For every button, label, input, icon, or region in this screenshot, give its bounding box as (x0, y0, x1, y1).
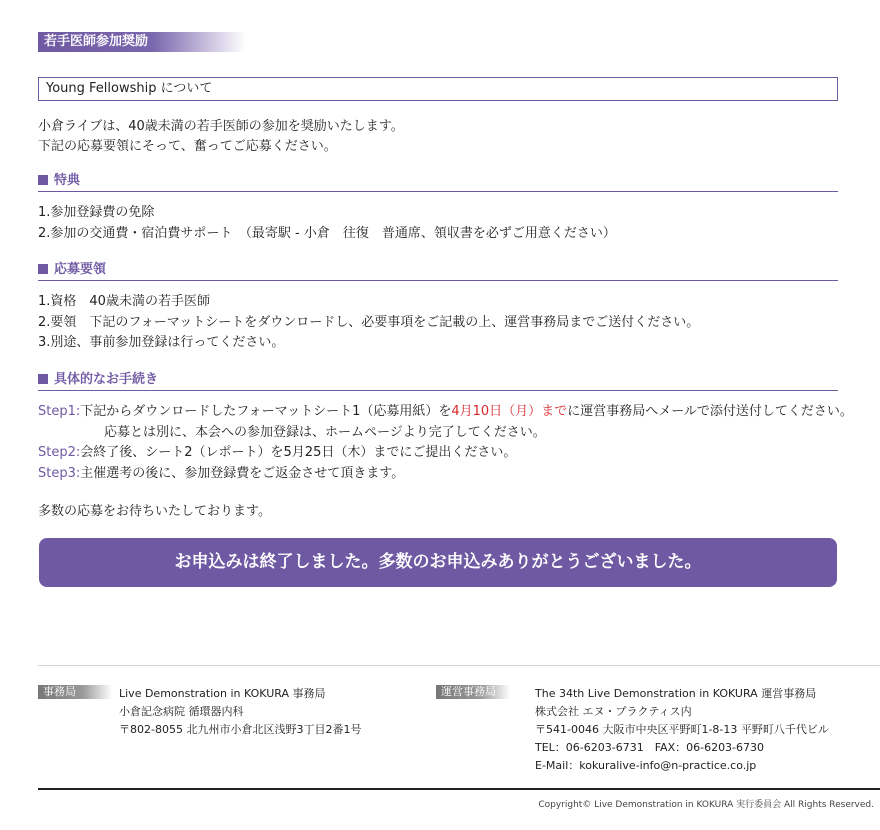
copyright: Copyright© Live Demonstration in KOKURA 実行委員会 All Rights Reserved. (538, 800, 874, 810)
list-item-number: 1. (38, 205, 51, 220)
benefits-heading-label: 特典 (54, 173, 81, 188)
step-text: に運営事務局へメールで添付送付してください。 (567, 404, 853, 419)
ops-office-info (535, 685, 829, 775)
list-item-text: 参加の交通費・宿泊費サポート （最寄駅 - 小倉 往復 普通席、領収書を必ずご用意ください） (50, 225, 616, 241)
list-item (38, 203, 616, 224)
footer-rule (38, 788, 880, 790)
requirements-heading (38, 261, 838, 281)
list-item-text: 資格 40歳未満の若手医師 (50, 294, 210, 309)
procedure-heading-label: 具体的なお手続き (54, 372, 159, 387)
ops-email[interactable]: E-Mail：kokuralive-info@n-practice.co.jp (535, 759, 757, 772)
ops-line: 〒541-0046 大阪市中央区平野町1-8-13 平野町八千代ビル (535, 723, 829, 736)
step-3 (38, 464, 853, 485)
list-item-text: 別途、事前参加登録は行ってください。 (50, 335, 285, 350)
requirements-list (38, 292, 699, 354)
square-bullet-icon (38, 175, 48, 185)
office-info (119, 685, 361, 739)
list-item-number: 2. (38, 314, 51, 330)
footer-divider (38, 665, 880, 666)
benefits-list (38, 203, 616, 244)
list-item (38, 224, 616, 245)
list-item-number: 3. (38, 335, 51, 350)
office-label: 事務局 (38, 685, 112, 699)
office-line: 小倉記念病院 循環器内科 (119, 705, 244, 718)
square-bullet-icon (38, 374, 48, 384)
step-1 (38, 402, 853, 423)
step-text: 下記からダウンロードしたフォーマットシート1（応募用紙）を (80, 404, 452, 419)
step-text: 会終了後、シート2（レポート）を5月25日（木）までにご提出ください。 (80, 445, 517, 460)
procedure-steps (38, 402, 853, 484)
list-item (38, 292, 699, 313)
list-item-text: 参加登録費の免除 (50, 205, 155, 220)
intro-line: 下記の応募要領にそって、奮ってご応募ください。 (38, 139, 337, 154)
section-title-box: Young Fellowship について (38, 77, 838, 101)
step-label: Step1: (38, 404, 81, 419)
office-line: Live Demonstration in KOKURA 事務局 (119, 687, 326, 700)
list-item (38, 313, 699, 334)
ops-line: TEL：06-6203-6731 FAX：06-6203-6730 (535, 741, 765, 754)
closing-text: 多数の応募をお待ちいたしております。 (38, 504, 271, 519)
ops-office-label: 運営事務局 (436, 685, 510, 699)
benefits-heading (38, 172, 838, 192)
list-item (38, 333, 699, 354)
step-text: 主催選考の後に、参加登録費をご返金させて頂きます。 (80, 465, 405, 481)
page-banner: 若手医師参加奨励 (38, 32, 246, 52)
ops-line: The 34th Live Demonstration in KOKURA 運営事務局 (535, 687, 817, 700)
square-bullet-icon (38, 264, 48, 274)
intro-line: 小倉ライブは、40歳未満の若手医師の参加を奨励いたします。 (38, 119, 404, 134)
step-label: Step2: (38, 445, 81, 460)
list-item-number: 1. (38, 294, 51, 309)
step-2 (38, 443, 853, 464)
ops-line: 株式会社 エヌ・プラクティス内 (535, 705, 692, 718)
list-item-text: 要領 下記のフォーマットシートをダウンロードし、必要事項をご記載の上、運営事務局までご送付ください。 (50, 314, 700, 330)
office-line: 〒802-8055 北九州市小倉北区浅野3丁目2番1号 (119, 723, 362, 736)
deadline-text: 4月10日（月）まで (451, 404, 568, 419)
intro-text (38, 117, 404, 157)
step-1-continued: 応募とは別に、本会への参加登録は、ホームページより完了してください。 (104, 424, 546, 440)
list-item-number: 2. (38, 225, 51, 241)
procedure-heading (38, 371, 838, 391)
application-closed-banner: お申込みは終了しました。多数のお申込みありがとうございました。 (39, 538, 837, 587)
step-label: Step3: (38, 465, 81, 481)
requirements-heading-label: 応募要領 (54, 262, 107, 277)
